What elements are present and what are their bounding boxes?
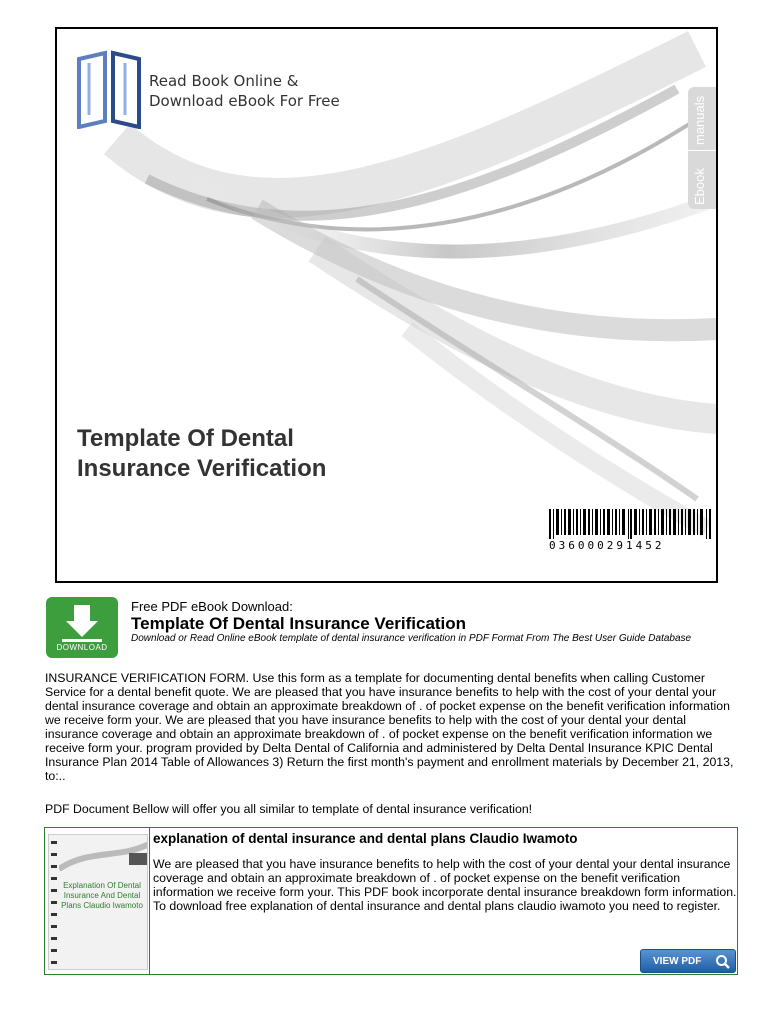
side-tab-divider	[688, 150, 716, 151]
view-pdf-button[interactable]	[640, 949, 736, 973]
document-title: Template Of Dental Insurance Verification	[131, 614, 467, 633]
barcode-digits: 036000291452	[549, 539, 665, 552]
thumbnail-page-graphic	[59, 839, 148, 879]
side-tab-ebook: Ebook	[692, 168, 707, 205]
download-badge[interactable]	[46, 597, 118, 658]
logo-line-1: Read Book Online &	[149, 72, 299, 90]
book-logo-icon	[77, 49, 145, 129]
logo-line-2: Download eBook For Free	[149, 92, 340, 110]
magnifier-icon	[715, 954, 731, 970]
ebook-cover	[55, 27, 718, 583]
related-document-title[interactable]: explanation of dental insurance and dental plans Claudio Iwamoto	[153, 831, 578, 846]
document-subtitle: Download or Read Online eBook template of dental insurance verification in PDF Format From The Best User Guide Database	[131, 633, 692, 644]
related-document-description: We are pleased that you have insurance benefits to help with the cost of your dental your dental insurance coverage and obtain an approximate breakdown of . of pocket expense on the benefit verification information we receive form your. This PDF book incorporate dental insurance breakdown form information. To download free explanation of dental insurance and dental plans claudio iwamoto you need to register.	[153, 857, 737, 913]
cover-title-line-1: Template Of Dental	[77, 425, 294, 452]
similar-documents-note: PDF Document Bellow will offer you all similar to template of dental insurance verification!	[45, 802, 533, 816]
download-arrow-icon	[46, 601, 118, 645]
thumbnail-title: Explanation Of Dental Insurance And Dental Plans Claudio Iwamoto	[61, 881, 143, 910]
ebook-manuals-tab	[688, 87, 716, 209]
download-badge-label: DOWNLOAD	[56, 643, 108, 652]
cover-wave-graphic	[57, 29, 718, 583]
related-document-card	[44, 827, 738, 975]
barcode-icon	[549, 509, 712, 539]
card-divider	[149, 828, 150, 974]
description-paragraph: INSURANCE VERIFICATION FORM. Use this form as a template for documenting dental benefits when calling Customer Service for a dental benefit quote. We are pleased that you have insurance benefits to help with the cost of your dental your dental insurance coverage and obtain an approximate breakdown of . of pocket expense on the benefit verification information we receive form your. We are pleased that you have insurance benefits to help with the cost of your dental your dental insurance coverage and obtain an approximate breakdown of . of pocket expense on the benefit verification information we receive form your. program provided by Delta Dental of California and administered by Delta Dental Insurance KPIC Dental Insurance Plan 2014 Table of Allowances 3) Return the first month's payment and enrollment materials by December 21, 2013, to:..	[45, 671, 734, 783]
cover-title-line-2: Insurance Verification	[77, 455, 327, 482]
cover-title	[77, 424, 326, 484]
related-document-thumbnail[interactable]	[48, 834, 148, 970]
view-pdf-label: VIEW PDF	[653, 956, 702, 967]
free-download-label: Free PDF eBook Download:	[131, 599, 293, 614]
logo-text	[149, 71, 340, 111]
side-tab-manuals: manuals	[692, 95, 707, 145]
